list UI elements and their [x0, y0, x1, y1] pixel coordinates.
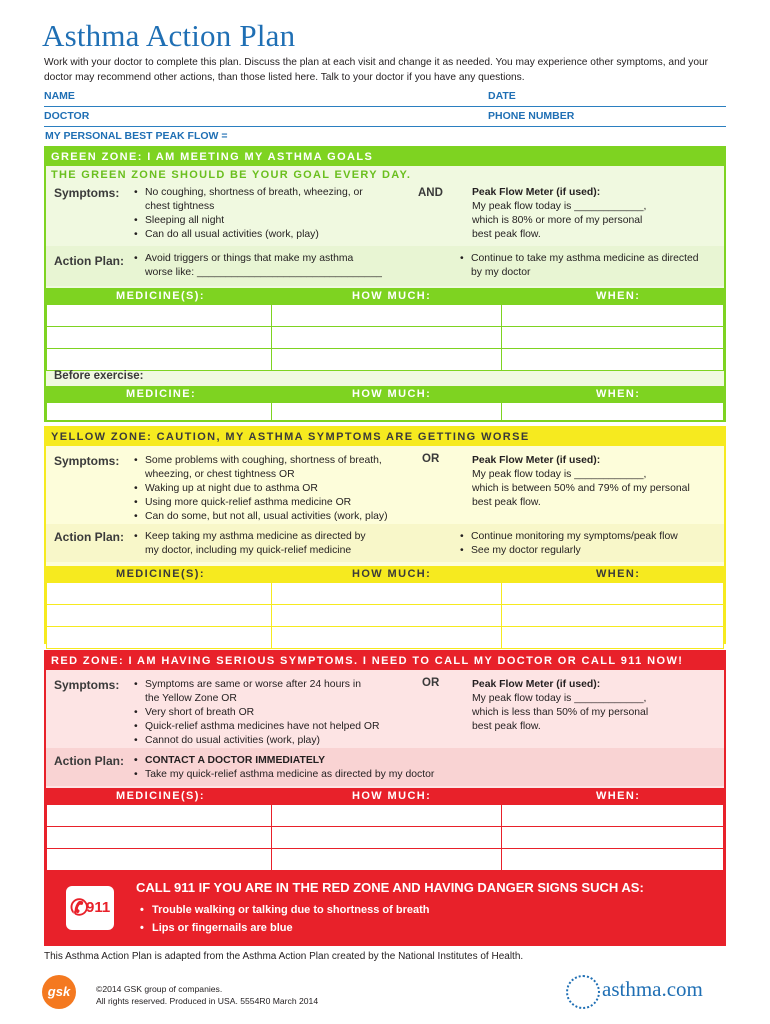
peak-flow-label: MY PERSONAL BEST PEAK FLOW = — [45, 130, 228, 142]
red-action-list — [134, 754, 434, 782]
list-item: • Can do some, but not all, usual activities (work, play) — [134, 510, 388, 524]
red-or-conjunction: OR — [422, 677, 440, 689]
table-row — [47, 827, 724, 849]
when-cell[interactable] — [502, 327, 724, 349]
red-peak-flow-block — [472, 678, 648, 734]
when-cell[interactable] — [502, 827, 724, 849]
medicine-cell[interactable] — [47, 849, 272, 871]
list-item: • Take my quick-relief asthma medicine as directed by my doctor — [134, 768, 434, 782]
how-much-column-label: HOW MUCH: — [352, 290, 432, 302]
yellow-pfm-line: best peak flow. — [472, 497, 541, 508]
green-action-row — [46, 246, 724, 286]
list-item: • Quick-relief asthma medicines have not helped OR — [134, 720, 379, 734]
red-pfm-line: which is less than 50% of my personal — [472, 707, 649, 718]
green-peak-flow-block — [472, 186, 646, 242]
when-cell[interactable] — [502, 583, 724, 605]
yellow-symptoms-list — [134, 454, 388, 524]
medicine-cell[interactable] — [47, 827, 272, 849]
list-item: worse like: ________________________________ — [145, 267, 382, 278]
yellow-or-conjunction: OR — [422, 453, 440, 465]
asthma-com-wordmark: asthma.com — [602, 977, 703, 1001]
red-zone-heading: RED ZONE: I AM HAVING SERIOUS SYMPTOMS. I NEED TO CALL MY DOCTOR OR CALL 911 NOW! — [46, 652, 724, 670]
call-911-box — [46, 870, 724, 946]
list-item: • Lips or fingernails are blue — [140, 919, 429, 937]
exercise-medicine-table — [46, 402, 724, 421]
red-medicine-header — [46, 788, 724, 804]
table-row — [47, 849, 724, 871]
list-item: • Cannot do usual activities (work, play) — [134, 734, 379, 748]
when-cell[interactable] — [502, 349, 724, 371]
how-much-cell[interactable] — [272, 805, 502, 827]
how-much-cell[interactable] — [272, 627, 502, 649]
how-much-cell[interactable] — [272, 305, 502, 327]
list-item: • Continue monitoring my symptoms/peak flow — [460, 530, 678, 544]
green-medicine-header — [46, 288, 724, 304]
medicine-cell[interactable] — [47, 327, 272, 349]
yellow-peak-flow-block — [472, 454, 690, 510]
document-title: Asthma Action Plan — [42, 18, 296, 53]
list-item: • Keep taking my asthma medicine as directed by — [134, 530, 366, 544]
when-column-label: WHEN: — [596, 568, 641, 580]
medicine-column-label: MEDICINE(S): — [116, 790, 205, 802]
medicine-cell[interactable] — [47, 627, 272, 649]
how-much-column-label: HOW MUCH: — [352, 568, 432, 580]
list-item: • Sleeping all night — [134, 214, 363, 228]
asthma-com-logo — [566, 975, 736, 1009]
list-item: chest tightness — [145, 201, 215, 212]
yellow-medicine-header — [46, 566, 724, 582]
medicine-cell[interactable] — [47, 305, 272, 327]
badge-number: 911 — [86, 899, 111, 916]
medicine-column-label: MEDICINE(S): — [116, 568, 205, 580]
when-column-label: WHEN: — [596, 388, 641, 400]
name-date-row — [44, 87, 726, 107]
exercise-medicine-header — [46, 386, 724, 402]
list-item: • No coughing, shortness of breath, wheezing, or — [134, 186, 363, 200]
list-item: • Symptoms are same or worse after 24 hours in — [134, 678, 379, 692]
when-cell[interactable] — [502, 605, 724, 627]
green-symptoms-list — [134, 186, 363, 242]
list-item: • Very short of breath OR — [134, 706, 379, 720]
medicine-cell[interactable] — [47, 605, 272, 627]
medicine-cell[interactable] — [47, 349, 272, 371]
yellow-action-left — [134, 530, 366, 558]
gsk-logo: gsk — [42, 975, 76, 1009]
danger-signs-list — [140, 901, 429, 937]
table-row — [47, 605, 724, 627]
adapted-note: This Asthma Action Plan is adapted from the Asthma Action Plan created by the National Institutes of Health. — [44, 951, 524, 962]
table-row — [47, 583, 724, 605]
list-item: the Yellow Zone OR — [145, 693, 237, 704]
copyright-line: All rights reserved. Produced in USA. 5554R0 March 2014 — [96, 996, 319, 1006]
list-item: wheezing, or chest tightness OR — [145, 469, 295, 480]
green-zone-subheading: THE GREEN ZONE SHOULD BE YOUR GOAL EVERY DAY. — [51, 169, 412, 181]
table-row — [47, 403, 724, 421]
list-item: • CONTACT A DOCTOR IMMEDIATELY — [134, 754, 434, 768]
list-item: • Trouble walking or talking due to shortness of breath — [140, 901, 429, 919]
list-item: • See my doctor regularly — [460, 544, 678, 558]
red-action-row — [46, 748, 724, 786]
copyright-line: ©2014 GSK group of companies. — [96, 984, 223, 994]
copyright-text — [96, 983, 318, 1007]
call-911-title: CALL 911 IF YOU ARE IN THE RED ZONE AND HAVING DANGER SIGNS SUCH AS: — [136, 880, 644, 895]
red-action-label: Action Plan: — [54, 754, 125, 768]
name-field-label: NAME — [44, 90, 75, 102]
when-cell[interactable] — [502, 403, 724, 421]
green-pfm-title: Peak Flow Meter (if used): — [472, 187, 601, 198]
list-item: • Avoid triggers or things that make my asthma — [134, 252, 382, 266]
green-medicine-table — [46, 304, 724, 371]
how-much-cell[interactable] — [272, 349, 502, 371]
red-pfm-title: Peak Flow Meter (if used): — [472, 679, 601, 690]
green-zone — [44, 146, 726, 422]
when-cell[interactable] — [502, 305, 724, 327]
yellow-action-right — [460, 530, 678, 558]
green-and-conjunction: AND — [418, 187, 443, 199]
medicine-cell[interactable] — [47, 805, 272, 827]
yellow-action-label: Action Plan: — [54, 530, 125, 544]
medicine-column-label: MEDICINE(S): — [116, 290, 205, 302]
phone-field-label: PHONE NUMBER — [488, 110, 575, 122]
yellow-zone-heading: YELLOW ZONE: CAUTION, MY ASTHMA SYMPTOMS ARE GETTING WORSE — [46, 428, 724, 446]
table-row — [47, 305, 724, 327]
yellow-pfm-line: My peak flow today is ____________, — [472, 469, 647, 480]
list-item: • Continue to take my asthma medicine as directed — [460, 252, 699, 266]
green-action-label: Action Plan: — [54, 254, 125, 268]
list-item: • Can do all usual activities (work, play) — [134, 228, 363, 242]
medicine-column-label: MEDICINE: — [126, 388, 197, 400]
doctor-phone-row — [44, 107, 726, 127]
when-column-label: WHEN: — [596, 790, 641, 802]
table-row — [47, 627, 724, 649]
green-action-right — [460, 252, 699, 280]
green-action-left — [134, 252, 382, 280]
how-much-cell[interactable] — [272, 403, 502, 421]
when-column-label: WHEN: — [596, 290, 641, 302]
table-row — [47, 327, 724, 349]
dotted-circle-icon — [566, 975, 600, 1009]
list-item: by my doctor — [471, 267, 531, 278]
table-row — [47, 349, 724, 371]
green-pfm-line: best peak flow. — [472, 229, 541, 240]
red-pfm-line: best peak flow. — [472, 721, 541, 732]
intro-text: Work with your doctor to complete this plan. Discuss the plan at each visit and change it as needed. You may experience other symptoms, and your doctor may recommend other actions, than those listed here. Talk to your doctor if you have any questions. — [44, 57, 709, 83]
green-zone-heading: GREEN ZONE: I AM MEETING MY ASTHMA GOALS — [46, 148, 724, 166]
how-much-cell[interactable] — [272, 849, 502, 871]
yellow-zone — [44, 426, 726, 644]
how-much-cell[interactable] — [272, 327, 502, 349]
list-item: • Some problems with coughing, shortness of breath, — [134, 454, 388, 468]
when-cell[interactable] — [502, 849, 724, 871]
date-field-label: DATE — [488, 90, 516, 102]
red-medicine-table — [46, 804, 724, 871]
yellow-symptoms-label: Symptoms: — [54, 454, 120, 468]
list-item: my doctor, including my quick-relief medicine — [145, 545, 352, 556]
how-much-cell[interactable] — [272, 583, 502, 605]
doctor-field-label: DOCTOR — [44, 110, 90, 122]
red-symptoms-list — [134, 678, 379, 748]
list-item: • Waking up at night due to asthma OR — [134, 482, 388, 496]
red-zone — [44, 650, 726, 946]
green-pfm-line: My peak flow today is ____________, — [472, 201, 647, 212]
medicine-cell[interactable] — [47, 583, 272, 605]
yellow-medicine-table — [46, 582, 724, 649]
yellow-pfm-title: Peak Flow Meter (if used): — [472, 455, 601, 466]
red-pfm-line: My peak flow today is ____________, — [472, 693, 647, 704]
when-cell[interactable] — [502, 627, 724, 649]
how-much-cell[interactable] — [272, 827, 502, 849]
red-symptoms-label: Symptoms: — [54, 678, 120, 692]
how-much-column-label: HOW MUCH: — [352, 790, 432, 802]
how-much-cell[interactable] — [272, 605, 502, 627]
yellow-action-row — [46, 524, 724, 562]
yellow-pfm-line: which is between 50% and 79% of my personal — [472, 483, 690, 494]
before-exercise-label: Before exercise: — [54, 370, 144, 382]
green-symptoms-label: Symptoms: — [54, 186, 120, 200]
green-pfm-line: which is 80% or more of my personal — [472, 215, 643, 226]
phone-icon: ✆ — [70, 895, 89, 920]
how-much-column-label: HOW MUCH: — [352, 388, 432, 400]
when-cell[interactable] — [502, 805, 724, 827]
medicine-cell[interactable] — [47, 403, 272, 421]
call-911-badge — [66, 886, 114, 930]
table-row — [47, 805, 724, 827]
list-item: • Using more quick-relief asthma medicine OR — [134, 496, 388, 510]
